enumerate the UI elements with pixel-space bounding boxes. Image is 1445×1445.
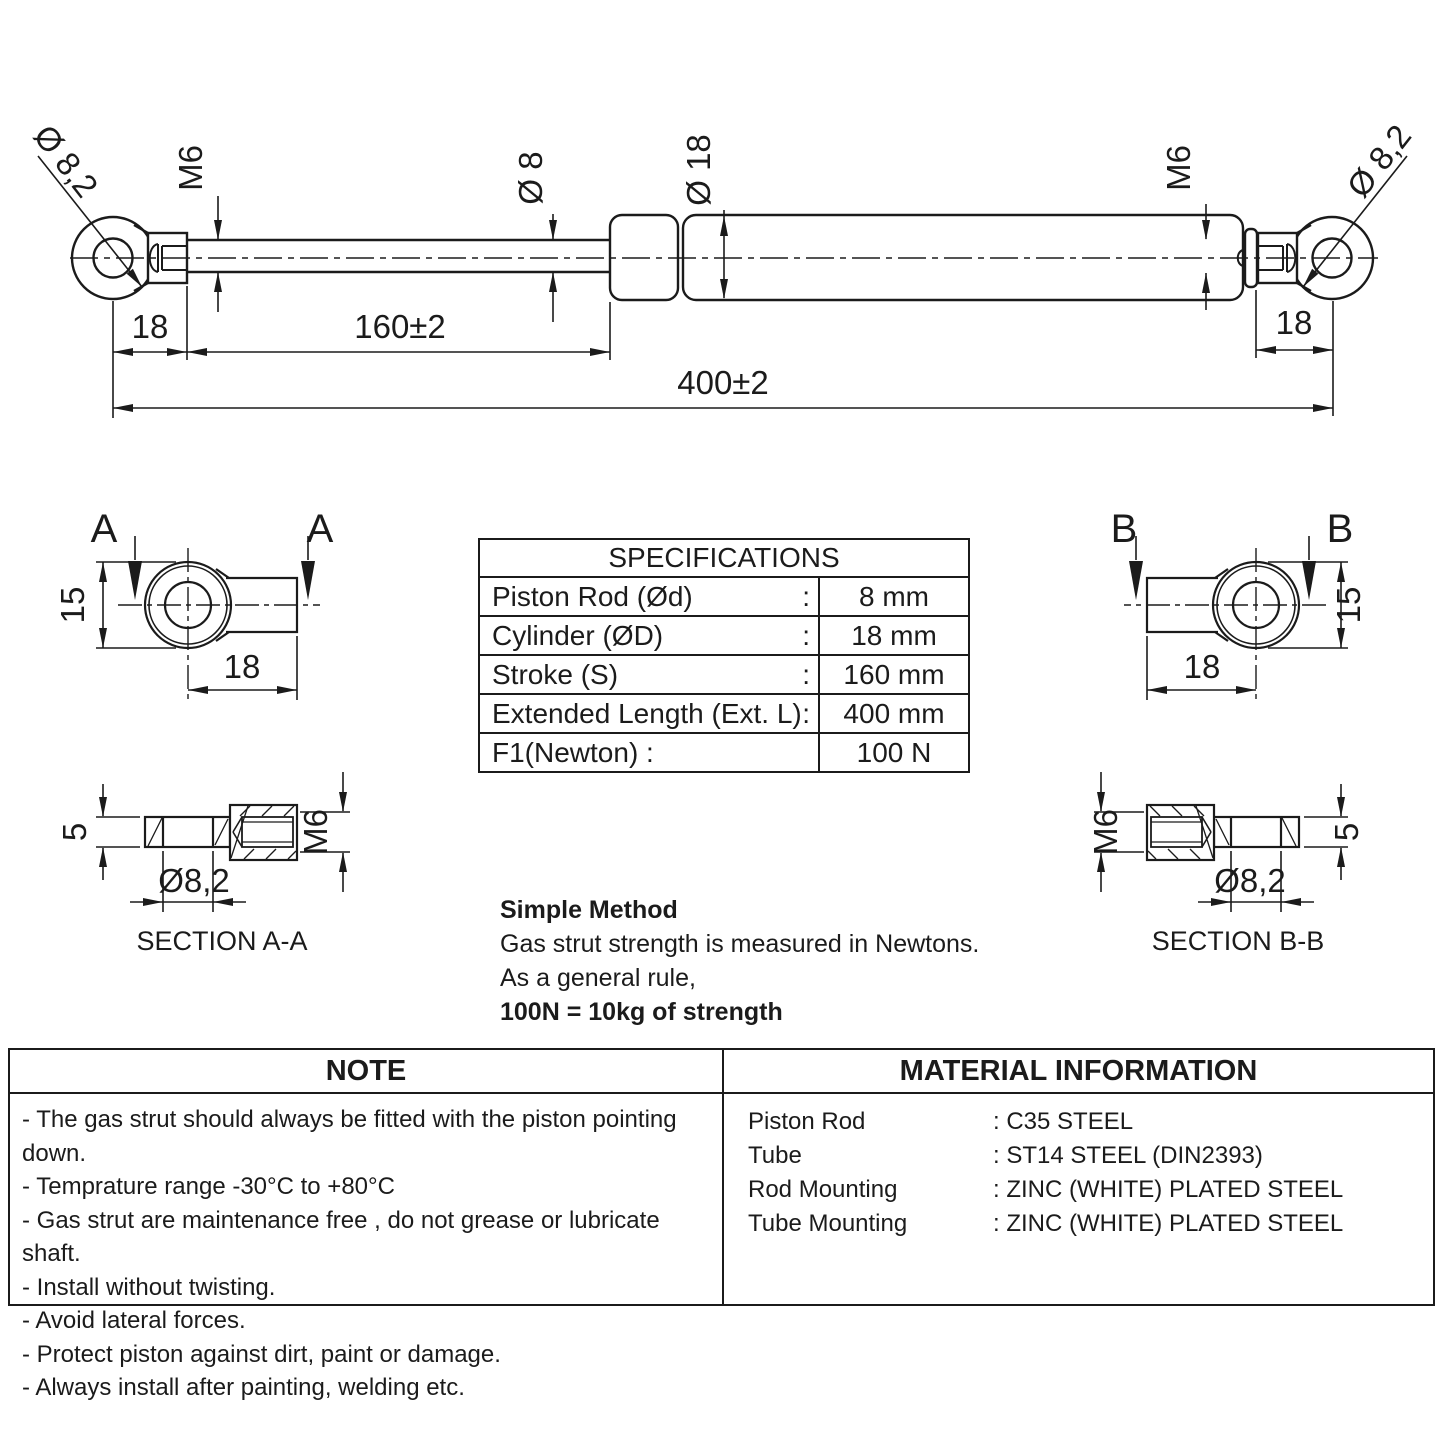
spec-label: Piston Rod (Ød) xyxy=(492,580,693,612)
piston-rod xyxy=(187,240,616,272)
material-name: Tube Mounting xyxy=(748,1210,908,1237)
section-marker-a2: A xyxy=(306,507,334,551)
spec-label: Extended Length (Ext. L) xyxy=(492,697,802,729)
specifications-table xyxy=(478,538,970,773)
section-b-dim-m6: M6 xyxy=(1087,809,1124,855)
label-dia-8: Ø 8 xyxy=(512,151,549,205)
note-item: - Protect piston against dirt, paint or damage. xyxy=(22,1340,501,1368)
simple-method-heading: Simple Method xyxy=(500,896,678,924)
note-column xyxy=(10,1050,724,1401)
label-dia-8-2-left: Ø 8,2 xyxy=(26,117,106,205)
simple-method-line1: Gas strut strength is measured in Newtons. xyxy=(500,930,980,958)
simple-method-line2: As a general rule, xyxy=(500,964,696,992)
section-b-title: SECTION B-B xyxy=(1151,926,1325,956)
dim-160: 160±2 xyxy=(354,308,446,345)
spec-label: Cylinder (ØD) xyxy=(492,619,664,651)
simple-method-note xyxy=(500,893,979,1029)
section-a-dim-dia: Ø8,2 xyxy=(158,862,230,899)
material-value: : ZINC (WHITE) PLATED STEEL xyxy=(993,1176,1344,1203)
spec-value: 160 mm xyxy=(843,658,945,690)
spec-value: 100 N xyxy=(856,736,932,768)
view-a-dim-15: 15 xyxy=(54,586,91,624)
note-item: - Avoid lateral forces. xyxy=(22,1307,246,1334)
spec-row-stroke xyxy=(480,656,968,695)
view-b-dim-18: 18 xyxy=(1183,648,1221,685)
material-value: : ZINC (WHITE) PLATED STEEL xyxy=(993,1210,1344,1237)
specifications-title: SPECIFICATIONS xyxy=(480,540,968,578)
section-a-dim-m6: M6 xyxy=(297,809,334,855)
note-item: - Gas strut are maintenance free , do not grease or lubricate shaft. xyxy=(22,1206,660,1267)
label-dia-18: Ø 18 xyxy=(680,134,717,206)
note-material-table xyxy=(8,1048,1435,1401)
spec-row-cylinder xyxy=(480,617,968,656)
material-value: : ST14 STEEL (DIN2393) xyxy=(993,1142,1263,1169)
eyelet-view-a-geometry xyxy=(96,536,320,702)
spec-label: Stroke (S) xyxy=(492,658,619,690)
dim-18-right: 18 xyxy=(1275,304,1313,341)
material-name: Rod Mounting xyxy=(748,1176,898,1203)
material-row xyxy=(748,1173,1433,1207)
spec-colon: : xyxy=(802,619,810,651)
spec-colon: : xyxy=(802,697,810,729)
spec-colon: : xyxy=(802,658,810,690)
simple-method-strong: 100N = 10kg of strength xyxy=(500,998,783,1026)
material-name: Tube xyxy=(748,1142,802,1169)
spec-row-f1-newton xyxy=(480,734,968,771)
label-dia-8-2-right: Ø 8,2 xyxy=(1339,117,1419,205)
material-row xyxy=(748,1139,1433,1173)
spec-colon: : xyxy=(802,580,810,612)
material-list xyxy=(724,1094,1433,1241)
section-a-dim-5: 5 xyxy=(56,822,93,842)
section-a-title: SECTION A-A xyxy=(136,926,308,956)
section-b-dim-5: 5 xyxy=(1328,822,1365,842)
material-name: Piston Rod xyxy=(748,1108,866,1135)
spec-row-piston-rod xyxy=(480,578,968,617)
section-marker-b1: B xyxy=(1110,507,1138,551)
section-marker-a1: A xyxy=(90,507,118,551)
note-item: - Always install after painting, welding etc. xyxy=(22,1374,465,1401)
dim-400: 400±2 xyxy=(677,364,769,401)
view-a-dim-18: 18 xyxy=(223,648,261,685)
material-column xyxy=(724,1050,1433,1304)
spec-value: 8 mm xyxy=(859,580,929,612)
dim-18-left: 18 xyxy=(131,308,169,345)
note-item: - Temprature range -30°C to +80°C xyxy=(22,1173,395,1200)
material-row xyxy=(748,1207,1433,1241)
view-b-dim-15: 15 xyxy=(1330,586,1367,624)
material-title: MATERIAL INFORMATION xyxy=(724,1050,1433,1094)
spec-label: F1(Newton) : xyxy=(492,736,654,768)
note-item: - Install without twisting. xyxy=(22,1273,276,1301)
note-list xyxy=(10,1094,722,1405)
material-row xyxy=(748,1105,1433,1139)
section-marker-b2: B xyxy=(1326,507,1354,551)
note-title: NOTE xyxy=(10,1050,722,1094)
spec-value: 400 mm xyxy=(843,697,945,729)
spec-value: 18 mm xyxy=(851,619,937,651)
note-item: - The gas strut should always be fitted with the piston pointing down. xyxy=(22,1106,677,1167)
label-m6-left: M6 xyxy=(172,145,209,191)
section-b-dim-dia: Ø8,2 xyxy=(1214,862,1286,899)
label-m6-right: M6 xyxy=(1160,145,1197,191)
material-value: : C35 STEEL xyxy=(993,1108,1134,1135)
spec-row-extended-length xyxy=(480,695,968,734)
